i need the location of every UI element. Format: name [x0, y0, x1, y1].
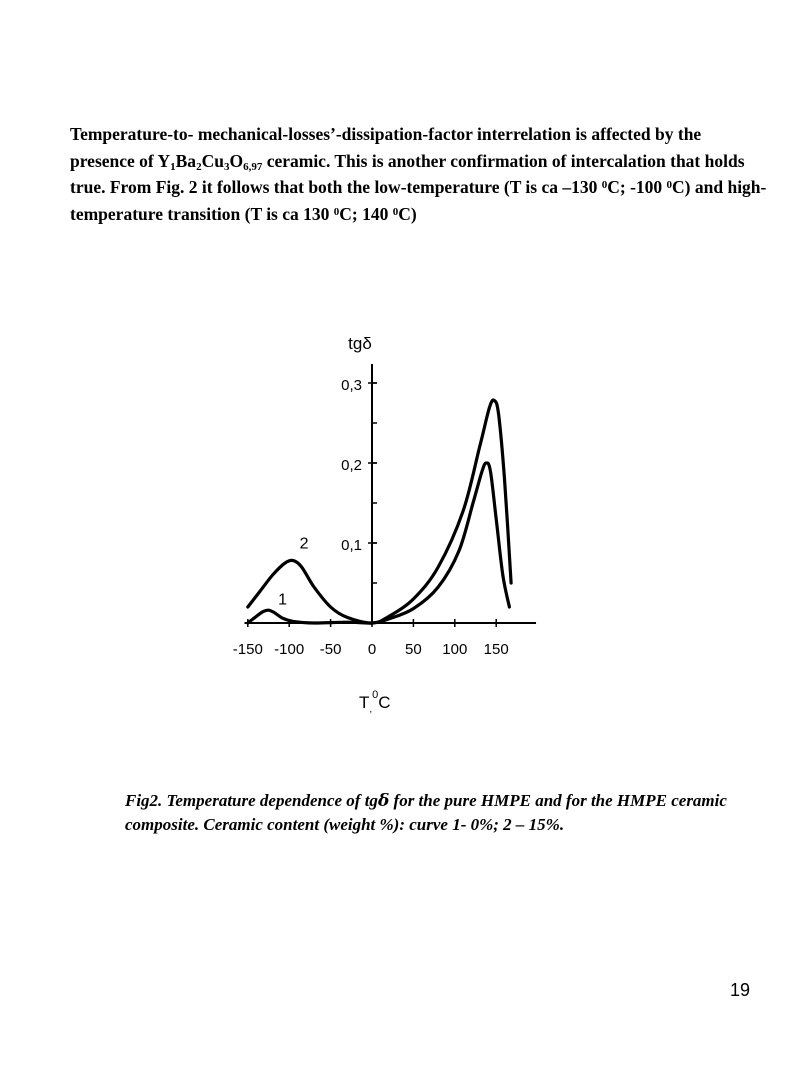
x-tick-label: 0: [367, 641, 377, 658]
paragraph-text: Ba: [175, 150, 197, 171]
paragraph-text: Cu: [201, 150, 224, 171]
paragraph-text: ceramic. This is another confirmation of intercalation that holds true. From Fig. 2 it follows that both the low-temperature (T is ca –130: [70, 150, 745, 197]
x-tick-label: 150: [483, 641, 509, 658]
page-number: 19: [729, 980, 750, 1000]
subscript: 6,97: [243, 160, 263, 173]
subscript: 3: [223, 160, 230, 173]
x-axis-label-sub: ,: [369, 704, 373, 715]
paragraph-text: C; 140: [339, 203, 393, 224]
x-tick-label: 100: [442, 641, 468, 658]
subscript: 1: [170, 160, 176, 173]
x-tick-label: -50: [319, 641, 342, 658]
superscript: 0: [601, 179, 608, 191]
y-tick-label: 0,3: [341, 377, 362, 394]
caption-text: Fig2. Temperature dependence of tg: [125, 791, 378, 810]
figure-caption: [125, 789, 765, 837]
x-tick-label: -100: [274, 641, 305, 658]
paragraph-text: O: [229, 150, 244, 171]
caption-delta-symbol: δ: [377, 791, 390, 811]
paragraph-text: C; -100: [607, 177, 667, 197]
superscript: 0: [666, 179, 673, 191]
curve-label-1: 1: [278, 591, 288, 609]
x-axis-label-sup: 0: [372, 689, 379, 701]
x-axis-label: [359, 689, 391, 715]
superscript: 0: [392, 205, 399, 218]
curve-label-2: 2: [299, 535, 309, 553]
paragraph-text: C): [398, 203, 417, 224]
x-axis-label-unit: C: [378, 693, 391, 712]
y-tick-label: 0,1: [341, 537, 362, 554]
y-axis-label: tgδ: [348, 334, 372, 353]
paragraph-text: C) and high-temperature transition (T is ca 130: [70, 177, 767, 224]
x-tick-label: -150: [232, 641, 263, 658]
superscript: 0: [333, 205, 340, 218]
y-tick-label: 0,2: [341, 457, 362, 474]
subscript: 2: [196, 160, 202, 173]
body-paragraph: [70, 121, 770, 227]
x-tick-label: 50: [405, 641, 422, 658]
figure-chart: [220, 320, 540, 730]
caption-text: for the pure HMPE and for the HMPE ceramic composite. Ceramic content (weight %): curve 1- 0%; 2 – 15%.: [125, 791, 727, 834]
paragraph-text: Temperature-to- mechanical-losses’-dissipation-factor interrelation is affected by the presence of Y: [70, 124, 702, 171]
x-axis-label-main: T: [359, 693, 370, 712]
